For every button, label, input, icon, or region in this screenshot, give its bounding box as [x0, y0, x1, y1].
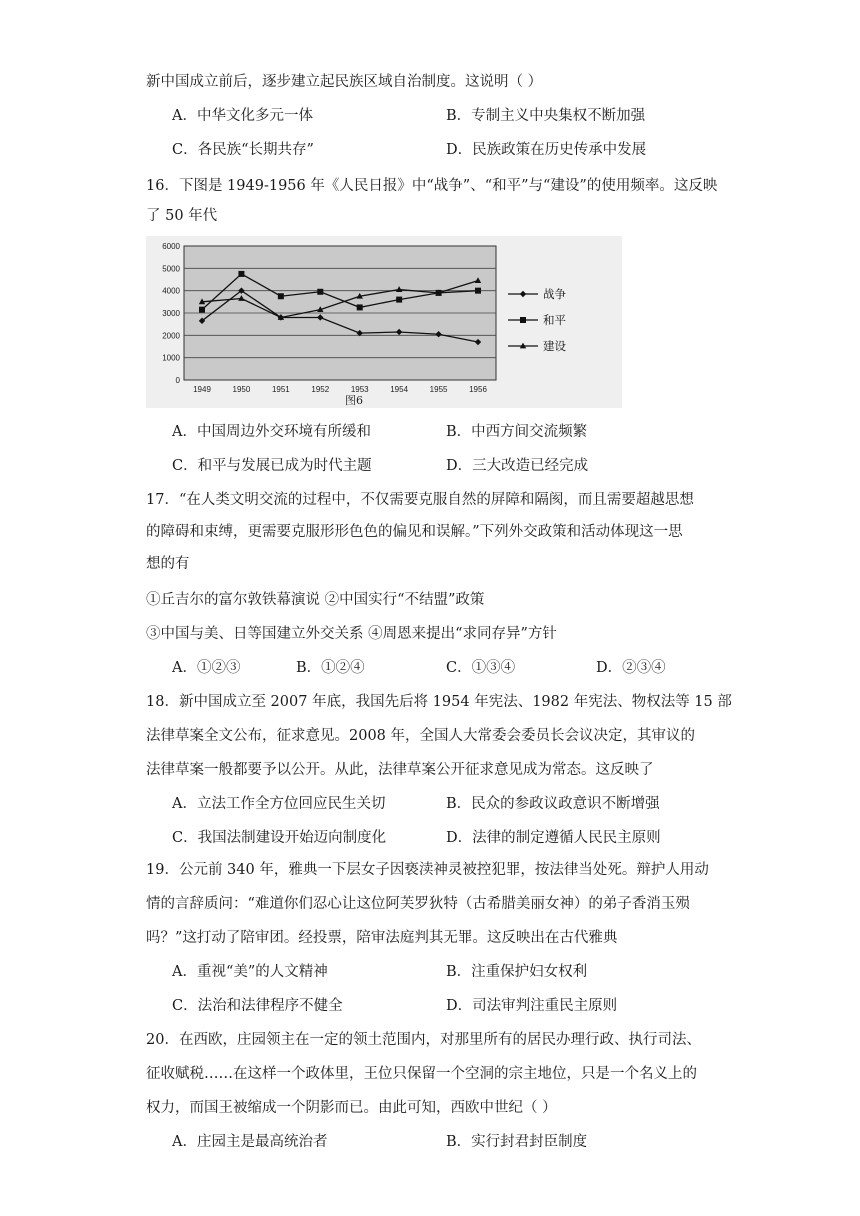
q19-stem-line3: 吗？”这打动了陪审团。经投票，陪审法庭判其无罪。这反映出在古代雅典: [146, 930, 618, 946]
q16-option-a: A．中国周边外交环境有所缓和: [172, 424, 371, 440]
q17-items-line1: ①丘吉尔的富尔敦铁幕演说 ②中国实行“不结盟”政策: [146, 592, 485, 608]
q15-option-c: C．各民族“长期共存”: [172, 142, 314, 158]
q20-option-b: B．实行封君封臣制度: [446, 1134, 588, 1150]
q17-stem-line2: 的障碍和束缚，更需要克服形形色色的偏见和误解。”下列外交政策和活动体现这一思: [146, 524, 683, 540]
legend-marker-square: [520, 317, 526, 323]
q18-option-d: D．法律的制定遵循人民民主原则: [446, 830, 661, 846]
q17-stem-line1: 17．“在人类文明交流的过程中，不仅需要克服自然的屏障和隔阂，而且需要超越思想: [146, 492, 694, 508]
data-point-square: [396, 297, 402, 303]
q15-option-b: B．专制主义中央集权不断加强: [446, 108, 646, 124]
q17-items-line2: ③中国与美、日等国建立外交关系 ④周恩来提出“求同存异”方针: [146, 626, 557, 642]
y-tick-label: 6000: [162, 242, 180, 251]
x-tick-label: 1949: [193, 385, 211, 394]
data-point-square: [357, 304, 363, 310]
x-tick-label: 1955: [429, 385, 448, 394]
x-tick-label: 1952: [311, 385, 330, 394]
legend-marker-diamond: [520, 291, 526, 297]
frequency-chart: [146, 236, 622, 408]
y-tick-label: 2000: [162, 331, 180, 341]
q19-option-a: A．重视“美”的人文精神: [172, 964, 328, 980]
data-point-square: [278, 293, 284, 299]
q19-stem-line1: 19．公元前 340 年，雅典一下层女子因亵渎神灵被控犯罪，按法律当处死。辩护人用动: [146, 862, 709, 878]
q18-stem-line3: 法律草案一般都要予以公开。从此，法律草案公开征求意见成为常态。这反映了: [146, 762, 654, 778]
y-tick-label: 0: [175, 376, 180, 385]
data-point-square: [199, 307, 205, 313]
q20-stem-line1: 20．在西欧，庄园领主在一定的领土范围内，对那里所有的居民办理行政、执行司法、: [146, 1032, 701, 1048]
q17-option-c: C．①③④: [446, 660, 516, 676]
q15-option-a: A．中华文化多元一体: [172, 108, 313, 124]
q16-option-b: B．中西方间交流频繁: [446, 424, 588, 440]
q16-stem-line2: 了 50 年代: [146, 208, 218, 224]
y-tick-label: 3000: [162, 309, 180, 318]
q15-stem: 新中国成立前后，逐步建立起民族区域自治制度。这说明（ ）: [146, 74, 543, 90]
line-chart: [146, 236, 622, 408]
x-tick-label: 1953: [350, 385, 369, 394]
data-point-square: [475, 288, 481, 294]
y-tick-label: 1000: [162, 353, 180, 363]
y-tick-label: 4000: [162, 286, 180, 296]
q19-option-d: D．司法审判注重民主原则: [446, 998, 618, 1014]
x-tick-label: 1956: [469, 385, 487, 394]
q17-option-b: B．①②④: [296, 660, 365, 676]
data-point-square: [317, 289, 323, 295]
q16-stem-line1: 16．下图是 1949-1956 年《人民日报》中“战争”、“和平”与“建设”的使用频率。这反映: [146, 178, 718, 194]
q20-option-a: A．庄园主是最高统治者: [172, 1134, 328, 1150]
q17-option-a: A．①②③: [172, 660, 241, 676]
q19-option-b: B．注重保护妇女权利: [446, 964, 588, 980]
x-tick-label: 1954: [390, 385, 409, 394]
q18-option-c: C．我国法制建设开始迈向制度化: [172, 830, 387, 846]
q15-option-d: D．民族政策在历史传承中发展: [446, 142, 647, 158]
q20-stem-line2: 征收赋税……在这样一个政体里，王位只保留一个空洞的宗主地位，只是一个名义上的: [146, 1066, 697, 1082]
q18-option-b: B．民众的参政议政意识不断增强: [446, 796, 660, 812]
x-tick-label: 1951: [271, 385, 290, 394]
x-tick-label: 1950: [232, 385, 251, 394]
q18-stem-line2: 法律草案全文公布，征求意见。2008 年，全国人大常委会委员长会议决定，其审议的: [146, 728, 696, 744]
y-tick-label: 5000: [162, 264, 180, 274]
q16-option-d: D．三大改造已经完成: [446, 458, 589, 474]
q18-stem-line1: 18．新中国成立至 2007 年底，我国先后将 1954 年宪法、1982 年宪法、物权法等 15 部: [146, 694, 732, 710]
q17-option-d: D．②③④: [596, 660, 666, 676]
q20-stem-line3: 权力，而国王被缩成一个阴影而已。由此可知，西欧中世纪（ ）: [146, 1100, 557, 1116]
q17-stem-line3: 想的有: [146, 556, 190, 572]
q19-option-c: C．法治和法律程序不健全: [172, 998, 343, 1014]
legend-label: 战争: [543, 287, 566, 301]
legend-label: 建设: [543, 339, 566, 353]
q18-option-a: A．立法工作全方位回应民生关切: [172, 796, 386, 812]
q19-stem-line2: 情的言辞质问：“难道你们忍心让这位阿芙罗狄特（古希腊美丽女神）的弟子香消玉殒: [146, 896, 690, 912]
legend-label: 和平: [543, 313, 566, 327]
data-point-square: [238, 271, 244, 277]
q16-option-c: C．和平与发展已成为时代主题: [172, 458, 372, 474]
figure-caption: 图6: [345, 394, 363, 407]
